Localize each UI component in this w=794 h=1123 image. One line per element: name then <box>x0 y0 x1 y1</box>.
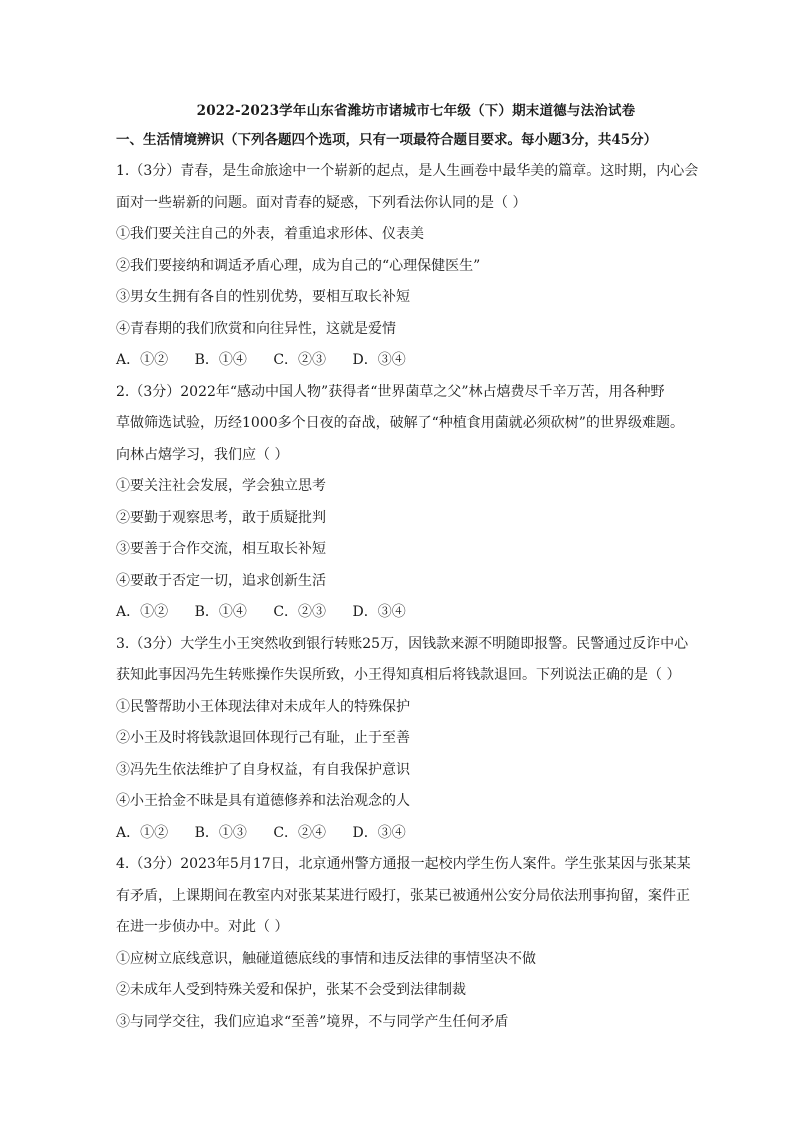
option-a: A．①② <box>116 824 169 841</box>
statement-1: ①民警帮助小王体现法律对未成年人的特殊保护 <box>116 698 410 715</box>
option-d: D．③④ <box>352 604 406 620</box>
answer-options <box>116 823 716 843</box>
option-a: A．①② <box>116 604 169 620</box>
option-d: D．③④ <box>352 824 406 841</box>
question-2 <box>116 382 716 623</box>
option-c: C．②④ <box>273 824 327 841</box>
question-stem-line: 在进一步侦办中。对此（ ） <box>116 919 289 935</box>
section-header: 一、生活情境辨识（下列各题四个选项，只有一项最符合题目要求。每小题3分，共45分） <box>116 132 658 148</box>
question-stem-line: 2.（3分）2022年“感动中国人物”获得者“世界菌草之父”林占熺费尽千辛万苦，用各种野 <box>116 383 665 400</box>
statement-2: ②未成年人受到特殊关爱和保护，张某不会受到法律制裁 <box>116 982 466 998</box>
statement-1: ①要关注社会发展，学会独立思考 <box>116 478 326 494</box>
option-c: C．②③ <box>273 352 327 368</box>
option-d: D．③④ <box>352 352 406 368</box>
question-stem-line: 向林占熺学习，我们应（ ） <box>116 446 289 463</box>
answer-options <box>116 602 716 622</box>
statement-4: ④小王拾金不昧是具有道德修养和法治观念的人 <box>116 793 410 809</box>
question-1 <box>116 161 716 370</box>
question-stem-line: 1.（3分）青春，是生命旅途中一个崭新的起点，是人生画卷中最华美的篇章。这时期，内心会 <box>116 163 699 179</box>
question-stem-line: 草做筛选试验，历经1000多个日夜的奋战，破解了“种植食用菌就必须砍树”的世界级难题。 <box>116 415 684 431</box>
question-3 <box>116 634 716 843</box>
statement-2: ②要勤于观察思考，敢于质疑批判 <box>116 509 326 526</box>
option-a: A．①② <box>116 352 169 368</box>
statement-3: ③要善于合作交流，相互取长补短 <box>116 541 326 557</box>
statement-2: ②我们要接纳和调适矛盾心理，成为自己的“心理保健医生” <box>116 257 481 274</box>
statement-3: ③男女生拥有各自的性别优势，要相互取长补短 <box>116 289 410 305</box>
question-stem-line: 面对一些崭新的问题。面对青春的疑惑，下列看法你认同的是（ ） <box>116 194 527 211</box>
question-stem-line: 3.（3分）大学生小王突然收到银行转账25万，因钱款来源不明随即报警。民警通过反诈中心 <box>116 635 689 652</box>
question-stem-line: 4.（3分）2023年5月17日，北京通州警方通报一起校内学生伤人案件。学生张某因与张某某 <box>116 856 691 872</box>
question-4 <box>116 854 716 1032</box>
statement-4: ④要敢于否定一切，追求创新生活 <box>116 572 326 589</box>
option-b: B．①③ <box>194 824 247 841</box>
statement-3: ③冯先生依法维护了自身权益，有自我保护意识 <box>116 761 410 778</box>
question-stem-line: 获知此事因冯先生转账操作失误所致，小王得知真相后将钱款退回。下列说法正确的是（ ） <box>116 667 681 683</box>
statement-2: ②小王及时将钱款退回体现行己有耻，止于至善 <box>116 730 410 746</box>
option-b: B．①④ <box>194 604 247 620</box>
statement-3: ③与同学交往，我们应追求“至善”境界，不与同学产生任何矛盾 <box>116 1013 509 1030</box>
exam-title: 2022-2023学年山东省潍坊市诸城市七年级（下）期末道德与法治试卷 <box>196 103 636 119</box>
option-c: C．②③ <box>273 604 327 620</box>
option-b: B．①④ <box>194 352 247 368</box>
answer-options <box>116 350 716 370</box>
exam-page <box>116 100 716 1043</box>
statement-1: ①我们要关注自己的外表，着重追求形体、仪表美 <box>116 226 424 242</box>
question-stem-line: 有矛盾，上课期间在教室内对张某某进行殴打，张某已被通州公安分局依法刑事拘留，案件正 <box>116 887 690 904</box>
statement-1: ①应树立底线意识，触碰道德底线的事情和违反法律的事情坚决不做 <box>116 950 536 967</box>
statement-4: ④青春期的我们欣赏和向往异性，这就是爱情 <box>116 320 396 337</box>
